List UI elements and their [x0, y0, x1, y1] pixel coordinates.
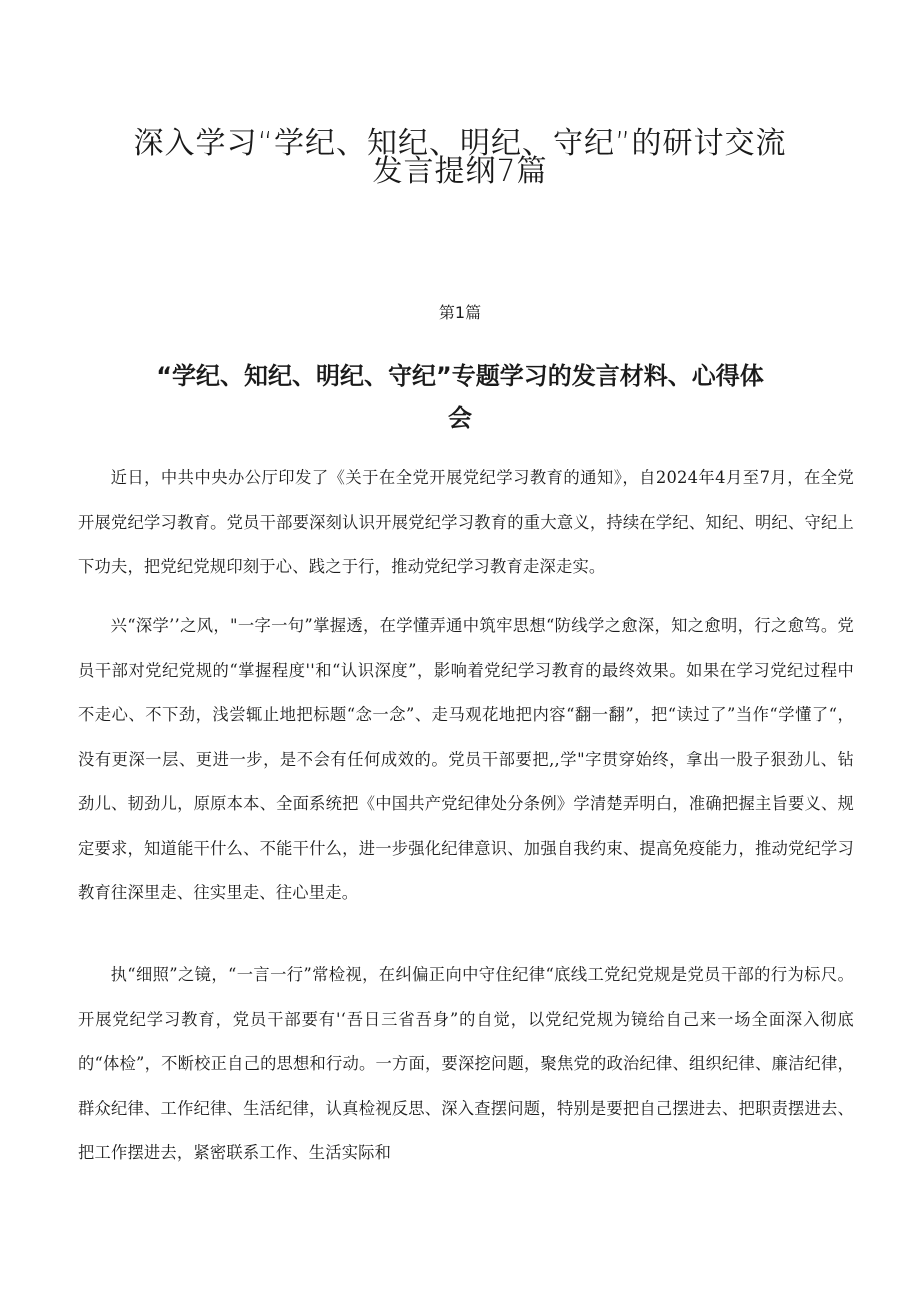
section-number: 第1篇: [438, 303, 482, 322]
body-paragraph-3: 执“细照”之镜，“一言一行”常检视，在纠偏正向中守住纪律“底线工党纪党规是党员干部的行为标尺。开展党纪学习教育，党员干部要有'‘吾日三省吾身”的自觉，以党纪党规为镜给自己来一场全面深入彻底的“体检”，不断校正自己的思想和行动。一方面，要深挖问题，聚焦党的政治纪律、组织纪律、廉洁纪律，群众纪律、工作纪律、生活纪律，认真检视反思、深入查摆问题，特别是要把自己摆进去、把职责摆进去、把工作摆进去，紧密联系工作、生活实际和: [78, 965, 854, 1162]
section-title-line-1: “学纪、知纪、明纪、守纪”专题学习的发言材料、心得体: [156, 362, 764, 390]
body-paragraph-1: 近日，中共中央办公厅印发了《关于在全党开展党纪学习教育的通知》，自2024年4月至7月，在全党开展党纪学习教育。党员干部要深刻认识开展党纪学习教育的重大意义，持续在学纪、知纪、明纪、守纪上下功夫，把党纪党规印刻于心、践之于行，推动党纪学习教育走深走实。: [78, 468, 854, 576]
document-title-line-2: 发言提纲7篇: [372, 154, 548, 189]
body-paragraph-2: 兴“深学’’之风，"一字一句”掌握透，在学懂弄通中筑牢思想“防线学之愈深，知之愈明，行之愈笃。党员干部对党纪党规的“掌握程度''和“认识深度”，影响着党纪学习教育的最终效果。如果在学习党纪过程中不走心、不下劲，浅尝辄止地把标题“念一念”、走马观花地把内容“翻一翻”，把“读过了”当作“学懂了“，没有更深一层、更进一步，是不会有任何成效的。党员干部要把,,学"字贯穿始终，拿出一股子狠劲儿、钻劲儿、韧劲儿，原原本本、全面系统把《中国共产党纪律处分条例》学清楚弄明白，准确把握主旨要义、规定要求，知道能干什么、不能干什么，进一步强化纪律意识、加强自我约束、提高免疫能力，推动党纪学习教育往深里走、往实里走、往心里走。: [78, 616, 854, 902]
section-title-line-2: 会: [448, 404, 472, 432]
document-title-line-1: 深入学习“学纪、知纪、明纪、守纪”的研讨交流: [133, 126, 787, 161]
